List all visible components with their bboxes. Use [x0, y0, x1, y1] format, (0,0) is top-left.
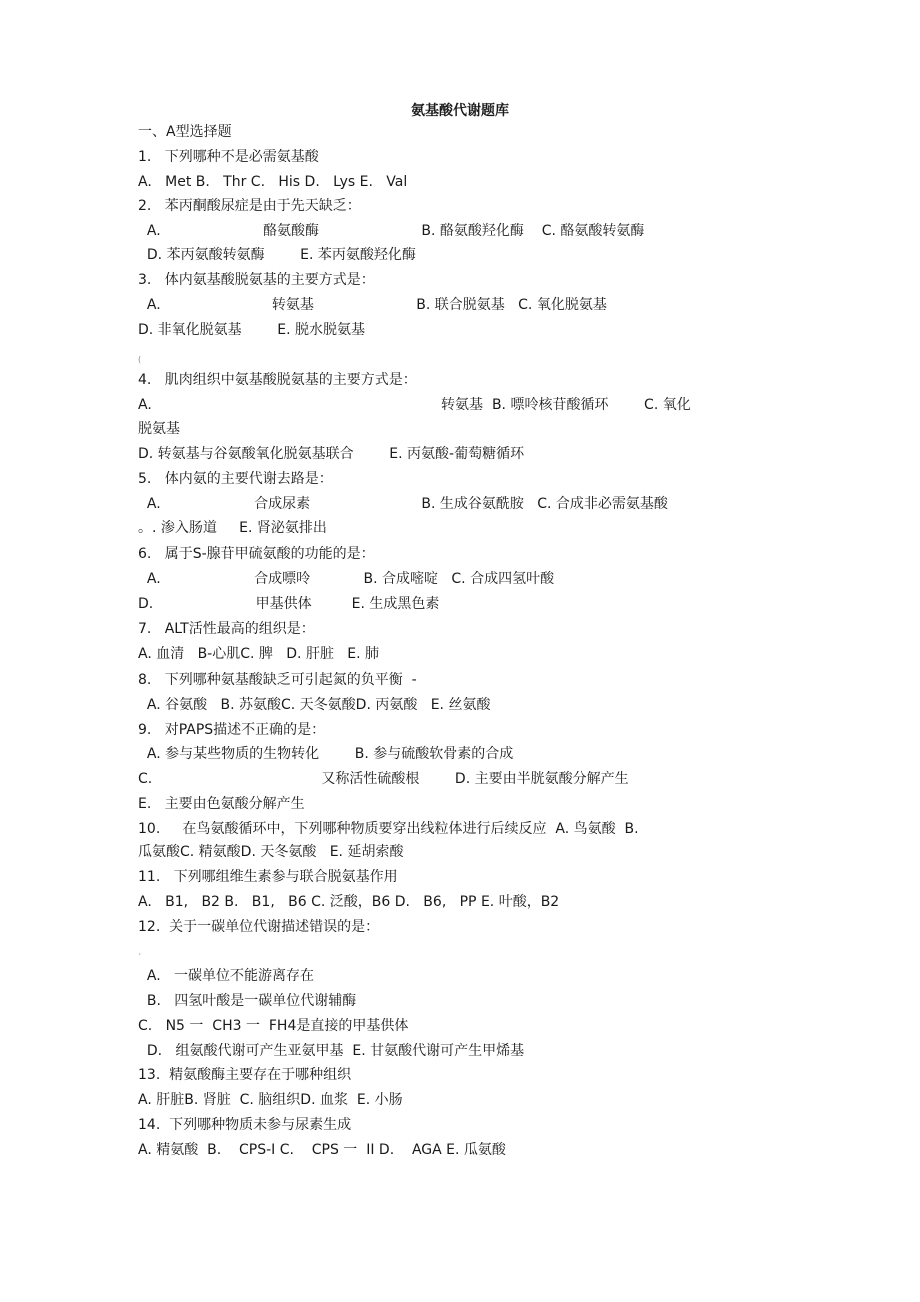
q4-stem: 4. 肌肉组织中氨基酸脱氨基的主要方式是：	[138, 372, 417, 388]
q12-option-a: A. 一碳单位不能游离存在	[138, 968, 315, 984]
q3-options-1: A. 转氨基 B. 联合脱氨基 C. 氧化脱氨基	[138, 297, 607, 313]
q2-options-2: D. 苯丙氨酸转氨酶 E. 苯丙氨酸羟化酶	[138, 247, 416, 263]
q2-options-1: A. 酪氨酸酶 B. 酪氨酸羟化酶 C. 酪氨酸转氨酶	[138, 223, 645, 239]
q9-stem: 9. 对PAPS描述不正确的是：	[138, 722, 326, 738]
q1-stem: 1. 下列哪种不是必需氨基酸	[138, 149, 319, 165]
q14-options: A. 精氨酸 B. CPS-I C. CPS 一 II D. AGA E. 瓜氨酸	[138, 1142, 506, 1158]
q9-options-3: E. 主要由色氨酸分解产生	[138, 796, 305, 812]
q6-stem: 6. 属于S-腺苷甲硫氨酸的功能的是：	[138, 546, 375, 562]
q11-options: A. B1, B2 B. B1, B6 C. 泛酸，B6 D. B6, PP E. 叶酸，B2	[138, 894, 560, 910]
q12-option-b: B. 四氢叶酸是一碳单位代谢辅酶	[138, 993, 357, 1009]
q13-options: A. 肝脏B. 肾脏 C. 脑组织D. 血浆 E. 小肠	[138, 1092, 403, 1108]
q3-options-2: D. 非氧化脱氨基 E. 脱水脱氨基	[138, 322, 366, 338]
q8-stem: 8. 下列哪种氨基酸缺乏可引起氮的负平衡 -	[138, 672, 417, 688]
q4-options-1: A. 转氨基 B. 嘌呤核苷酸循环 C. 氧化	[138, 397, 691, 413]
q12-option-de: D. 组氨酸代谢可产生亚氨甲基 E. 甘氨酸代谢可产生甲烯基	[138, 1043, 525, 1059]
q7-stem: 7. ALT活性最高的组织是：	[138, 621, 315, 637]
stray-mark: (	[138, 355, 142, 364]
q13-stem: 13. 精氨酸酶主要存在于哪种组织	[138, 1067, 352, 1083]
q4-options-2: D. 转氨基与谷氨酸氧化脱氨基联合 E. 丙氨酸-葡萄糖循环	[138, 446, 525, 462]
q7-options: A. 血清 B-心肌C. 脾 D. 肝脏 E. 肺	[138, 646, 380, 662]
q12-option-c: C. N5 一 CH3 一 FH4是直接的甲基供体	[138, 1018, 409, 1034]
q5-options-2: 。. 渗入肠道 E. 肾泌氨排出	[138, 520, 327, 536]
section-heading: 一、A型选择题	[138, 124, 232, 140]
q5-options-1: A. 合成尿素 B. 生成谷氨酰胺 C. 合成非必需氨基酸	[138, 496, 668, 512]
q12-stem: 12. 关于一碳单位代谢描述错误的是：	[138, 919, 380, 935]
q3-stem: 3. 体内氨基酸脱氨基的主要方式是：	[138, 272, 375, 288]
doc-title: 氨基酸代谢题库	[411, 103, 509, 119]
q1-options: A. Met B. Thr C. His D. Lys E. Val	[138, 174, 408, 190]
q11-stem: 11. 下列哪组维生素参与联合脱氨基作用	[138, 869, 398, 885]
q2-stem: 2. 苯丙酮酸尿症是由于先天缺乏：	[138, 198, 361, 214]
q10-stem: 10. 在鸟氨酸循环中，下列哪种物质要穿出线粒体进行后续反应 A. 鸟氨酸 B.	[138, 821, 639, 837]
q9-options-2: C. 又称活性硫酸根 D. 主要由半胱氨酸分解产生	[138, 771, 629, 787]
q6-options-2: D. 甲基供体 E. 生成黑色素	[138, 596, 440, 612]
q6-options-1: A. 合成嘌呤 B. 合成嘧啶 C. 合成四氢叶酸	[138, 571, 555, 587]
q14-stem: 14. 下列哪种物质未参与尿素生成	[138, 1117, 352, 1133]
q5-stem: 5. 体内氨的主要代谢去路是：	[138, 471, 333, 487]
q4-options-1-cont: 脱氨基	[138, 421, 180, 437]
stray-mark-2: `	[138, 953, 142, 962]
q8-options: A. 谷氨酸 B. 苏氨酸C. 天冬氨酸D. 丙氨酸 E. 丝氨酸	[138, 697, 491, 713]
q9-options-1: A. 参与某些物质的生物转化 B. 参与硫酸软骨素的合成	[138, 746, 514, 762]
q10-options: 瓜氨酸C. 精氨酸D. 天冬氨酸 E. 延胡索酸	[138, 844, 404, 860]
